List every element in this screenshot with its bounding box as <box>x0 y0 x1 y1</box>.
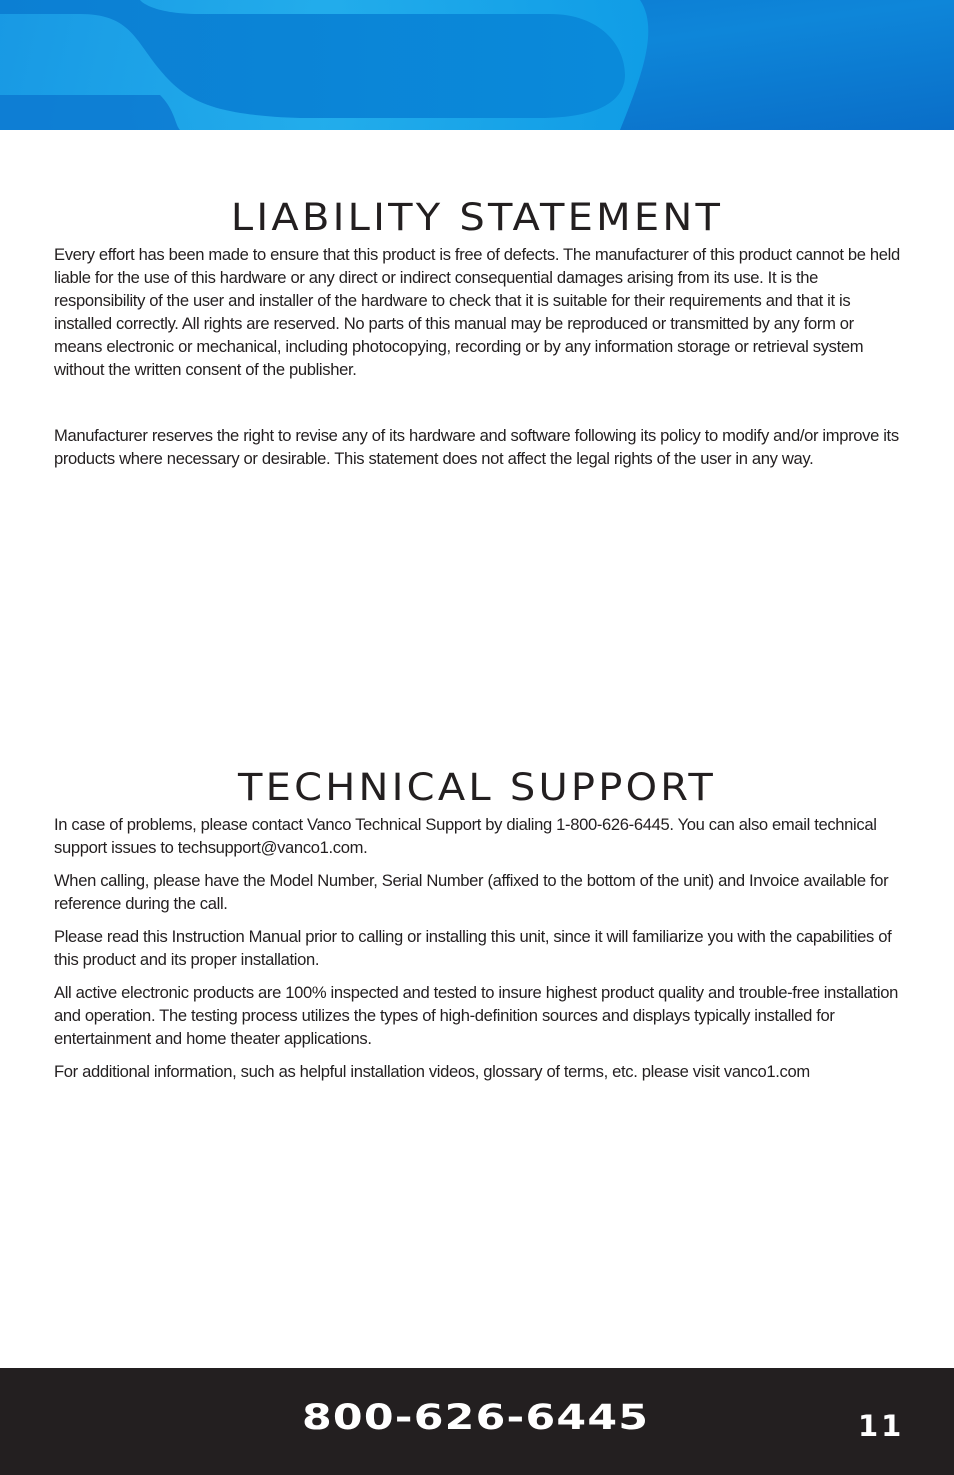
footer-phone-number: 800-626-6445 <box>302 1398 650 1438</box>
header-wave-graphic <box>0 0 954 130</box>
liability-paragraph: Manufacturer reserves the right to revise any of its hardware and software following its policy to modify and/or improve its products where necessary or desirable. This statement does not affect the legal rights of the user in any way. <box>54 426 899 468</box>
support-paragraph: When calling, please have the Model Number, Serial Number (affixed to the bottom of the unit) and Invoice available for reference during the call. <box>54 871 889 913</box>
liability-statement-title: LIABILITY STATEMENT <box>230 196 724 239</box>
technical-support-title: TECHNICAL SUPPORT <box>237 766 717 809</box>
support-paragraph: For additional information, such as helpful installation videos, glossary of terms, etc. please visit vanco1.com <box>54 1062 810 1081</box>
page-number: 11 <box>858 1409 905 1443</box>
support-paragraph: All active electronic products are 100% inspected and tested to insure highest product quality and trouble-free installation and operation. The testing process utilizes the types of high-definition sources and displays typically installed for entertainment and home theater applications. <box>54 983 898 1048</box>
support-paragraph: In case of problems, please contact Vanco Technical Support by dialing 1-800-626-6445. You can also email technical support issues to techsupport@vanco1.com. <box>54 815 877 857</box>
support-paragraph: Please read this Instruction Manual prior to calling or installing this unit, since it will familiarize you with the capabilities of this product and its proper installation. <box>54 927 892 969</box>
liability-paragraph: Every effort has been made to ensure that this product is free of defects. The manufacturer of this product cannot be held liable for the use of this hardware or any direct or indirect consequential damages arising from its use. It is the responsibility of the user and installer of the hardware to check that it is suitable for their requirements and that it is installed correctly. All rights are reserved. No parts of this manual may be reproduced or transmitted by any form or means electronic or mechanical, including photocopying, recording or by any information storage or retrieval system without the written consent of the publisher. <box>54 245 900 379</box>
header-banner <box>0 0 954 130</box>
